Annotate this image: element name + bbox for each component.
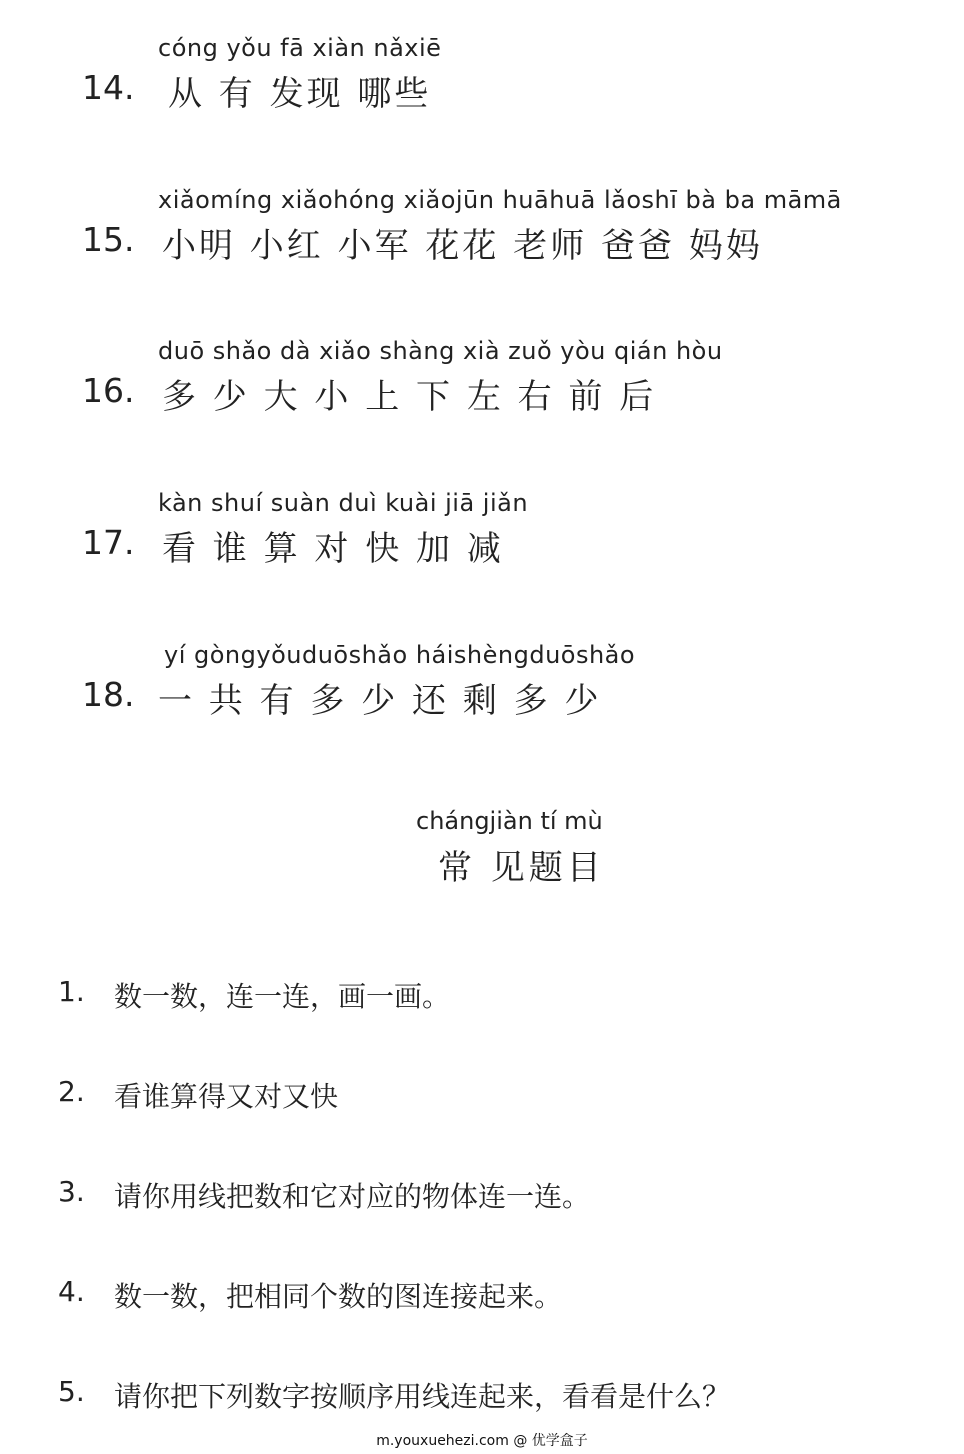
vocab-number: 16. <box>82 371 135 410</box>
vocab-hanzi: 小明 小红 小军 花花 老师 爸爸 妈妈 <box>162 226 763 266</box>
question-text: 请你用线把数和它对应的物体连一连。 <box>114 1180 591 1213</box>
question-text: 请你把下列数字按顺序用线连起来，看看是什么？ <box>114 1380 731 1413</box>
vocab-pinyin: kàn shuí suàn duì kuài jiā jiǎn <box>158 489 529 517</box>
question-text: 数一数，连一连，画一画。 <box>114 980 451 1013</box>
question-text: 看谁算得又对又快 <box>114 1080 339 1113</box>
vocab-number: 14. <box>82 68 135 107</box>
vocab-hanzi: 多 少 大 小 上 下 左 右 前 后 <box>162 377 657 417</box>
vocab-number: 17. <box>82 523 135 562</box>
question-number: 5. <box>58 1375 85 1408</box>
vocab-pinyin: cóng yǒu fā xiàn nǎxiē <box>158 34 442 62</box>
question-number: 4. <box>58 1275 85 1308</box>
vocab-hanzi: 一 共 有 多 少 还 剩 多 少 <box>158 681 602 721</box>
question-text: 数一数，把相同个数的图连接起来。 <box>114 1280 563 1313</box>
vocab-pinyin: yí gòngyǒuduōshǎo háishèngduōshǎo <box>164 641 636 669</box>
vocab-number: 15. <box>82 220 135 259</box>
question-number: 2. <box>58 1075 85 1108</box>
vocab-hanzi: 从 有 发现 哪些 <box>168 74 432 114</box>
vocab-hanzi: 看 谁 算 对 快 加 减 <box>162 529 504 569</box>
question-number: 3. <box>58 1175 85 1208</box>
section-title-pinyin: chángjiàn tí mù <box>416 807 603 835</box>
vocab-number: 18. <box>82 675 135 714</box>
vocab-pinyin: duō shǎo dà xiǎo shàng xià zuǒ yòu qián hòu <box>158 337 723 365</box>
vocab-pinyin: xiǎomíng xiǎohóng xiǎojūn huāhuā lǎoshī bà ba māmā <box>158 186 842 214</box>
question-number: 1. <box>58 975 85 1008</box>
footer-watermark: m.youxuehezi.com @ 优学盒子 <box>376 1433 588 1449</box>
section-title-hanzi: 常 见题目 <box>438 848 605 888</box>
